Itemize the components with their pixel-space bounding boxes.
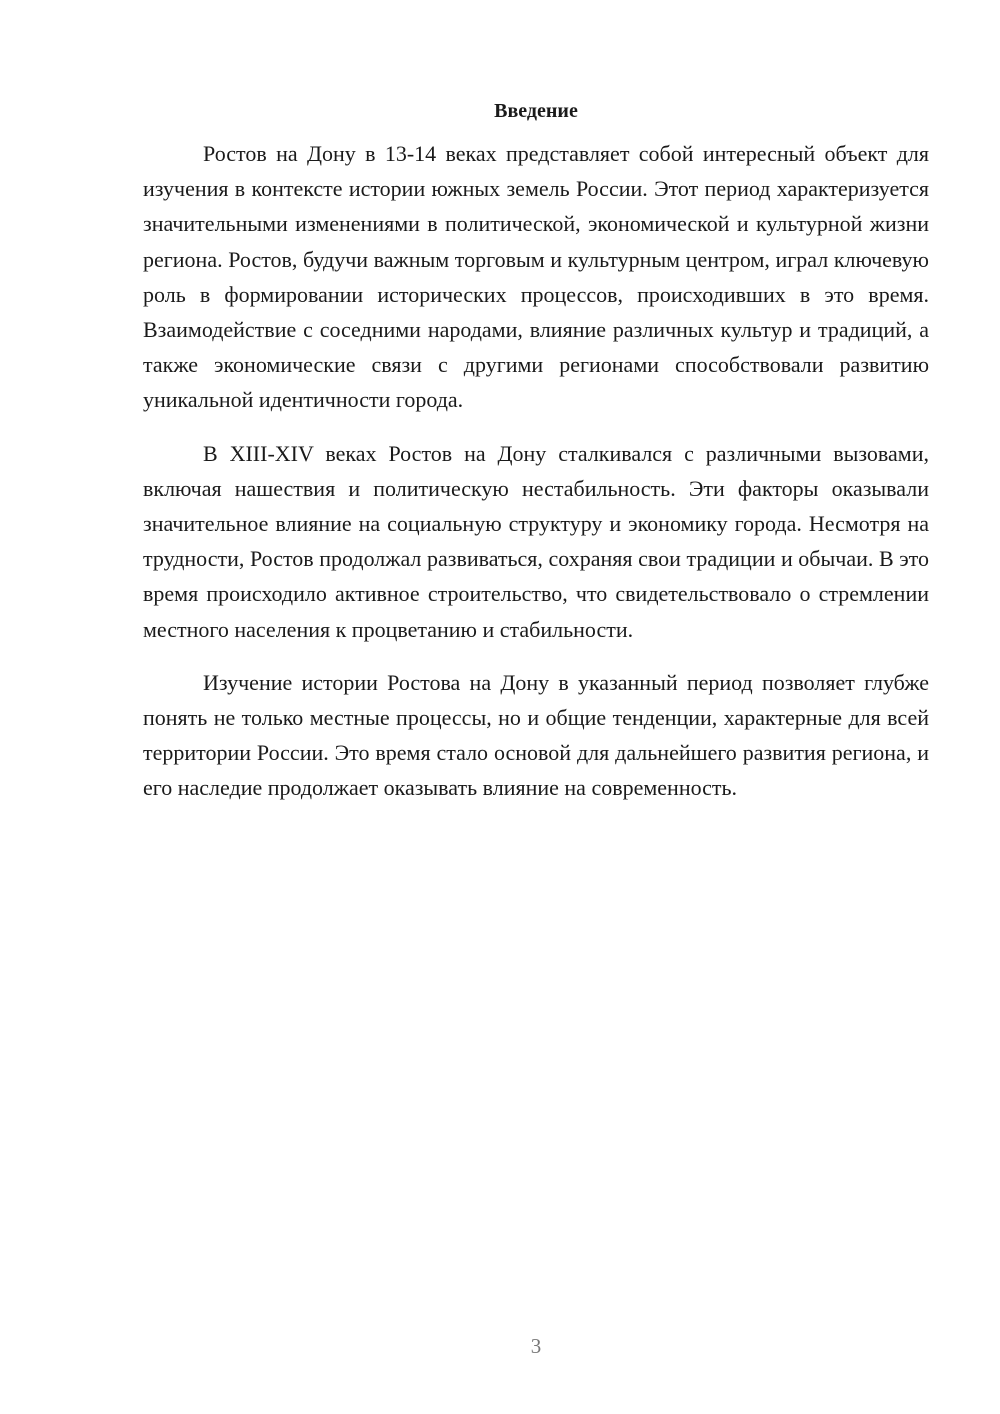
page-number: 3 [530,1334,542,1358]
section-title: Введение [494,100,578,122]
paragraph-1: Ростов на Дону в 13-14 веках представляет собой интересный объект для изучения в контексте истории южных земель России. Этот период характеризуется значительными изменениями в политической, экономической и культурной жизни региона. Ростов, будучи важным торговым и культурным центром, играл ключевую роль в формировании исторических процессов, происходивших в это время. Взаимодействие с соседними народами, влияние различных культур и традиций, а также экономические связи с другими регионами способствовали развитию уникальной идентичности города. [143,141,929,413]
document-body [143,96,929,824]
paragraph-3: Изучение истории Ростова на Дону в указанный период позволяет глубже понять не только местные процессы, но и общие тенденции, характерные для всей территории России. Это время стало основой для дальнейшего развития региона, и его наследие продолжает оказывать влияние на современность. [143,669,929,801]
paragraph-2: В XIII-XIV веках Ростов на Дону сталкивался с различными вызовами, включая нашествия и политическую нестабильность. Эти факторы оказывали значительное влияние на социальную структуру и экономику города. Несмотря на трудности, Ростов продолжал развиваться, сохраняя свои традиции и обычаи. В это время происходило активное строительство, что свидетельствовало о стремлении местного населения к процветанию и стабильности. [143,440,929,642]
